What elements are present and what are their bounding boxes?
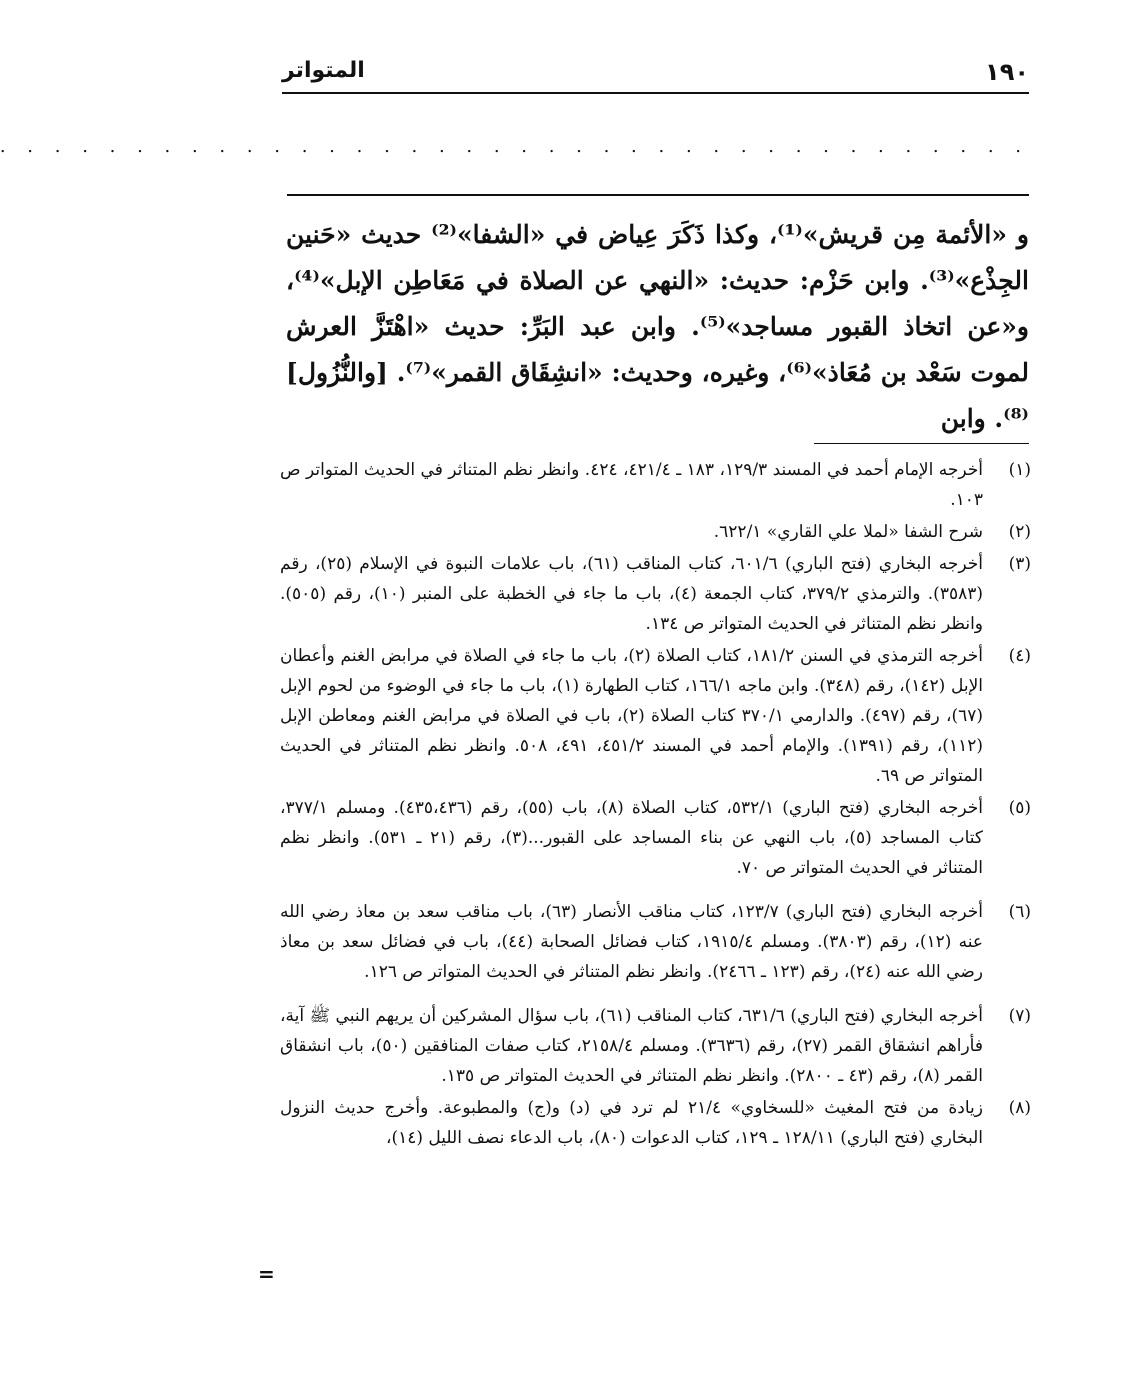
main-text [286,212,1029,442]
footnote-number: (٤) [1008,646,1031,666]
footnote-number: (٨) [1008,1098,1031,1118]
footnote [280,1001,1031,1091]
footnote [280,897,1031,987]
footnote-number: (٥) [1008,798,1031,818]
footnote-text: زيادة من فتح المغيث «للسخاوي» ٢١/٤ لم ترد في (د) و(ج) والمطبوعة. وأخرج حديث النزول البخاري (فتح الباري) ١٢٨/١١ ـ ١٢٩، كتاب الدعوات (٨٠)، باب الدعاء نصف الليل (١٤)، [280,1098,983,1148]
continuation-mark: = [258,1262,275,1286]
footnote-number: (٦) [1008,902,1031,922]
running-title: المتواتر [282,58,365,83]
footnote [280,1093,1031,1153]
footnote-number: (٢) [1008,522,1031,542]
footnote-text: أخرجه البخاري (فتح الباري) ٦٣١/٦، كتاب المناقب (٦١)، باب سؤال المشركين أن يريهم النبي ﷺ آية، فأراهم انشقاق القمر (٢٧)، رقم (٣٦٣٦). ومسلم ٢١٥٨/٤، كتاب صفات المنافقين (٥٠)، باب انشقاق القمر (٨)، رقم (٤٣ ـ ٢٨٠٠). وانظر نظم المتناثر في الحديث المتواتر ص ١٣٥. [280,1006,983,1086]
header-rule [282,92,1029,94]
page-header [282,58,1029,88]
page-number: ١٩٠ [985,58,1029,86]
main-paragraph: و «الأئمة مِن قريش»⁽¹⁾، وكذا ذَكَرَ عِياض في «الشفا»⁽²⁾ حديث «حَنين الجِذْع»⁽³⁾. وابن حَزْم: حديث: «النهي عن الصلاة في مَعَاطِن الإبل»⁽⁴⁾، و«عن اتخاذ القبور مساجد»⁽⁵⁾. وابن عبد البَرِّ: حديث «اهْتَزَّ العرش لموت سَعْد بن مُعَاذ»⁽⁶⁾، وغيره، وحديث: «انشِقَاق القمر»⁽⁷⁾. [والنُّزُول]⁽⁸⁾. وابن [286,220,1029,433]
footnote-rule [814,443,1029,444]
footnote-text: أخرجه البخاري (فتح الباري) ١٢٣/٧، كتاب مناقب الأنصار (٦٣)، باب مناقب سعد بن معاذ رضي الله عنه (١٢)، رقم (٣٨٠٣). ومسلم ١٩١٥/٤، كتاب فضائل الصحابة (٤٤)، باب في فضائل سعد بن معاذ رضي الله عنه (٢٤)، رقم (١٢٣ ـ ٢٤٦٦). وانظر نظم المتناثر في الحديث المتواتر ص ١٢٦. [280,902,983,982]
footnote-number: (٧) [1008,1006,1031,1026]
footnotes [280,455,1031,1155]
omission-dots: . . . . . . . . . . . . . . . . . . . . . . . . . . . . . . . . . . . . . . [0,136,1029,157]
footnote [280,517,1031,547]
section-rule [287,194,1029,196]
footnote-text: شرح الشفا «لملا علي القاري» ٦٢٢/١. [713,522,983,542]
footnote-text: أخرجه البخاري (فتح الباري) ٥٣٢/١، كتاب الصلاة (٨)، باب (٥٥)، رقم (٤٣٥،٤٣٦). ومسلم ٣٧٧/١، كتاب المساجد (٥)، باب النهي عن بناء المساجد على القبور...(٣)، رقم (٢١ ـ ٥٣١). وانظر نظم المتناثر في الحديث المتواتر ص ٧٠. [280,798,984,878]
footnote-number: (١) [1008,460,1031,480]
footnote [280,641,1031,791]
footnote [280,793,1031,883]
footnote-text: أخرجه البخاري (فتح الباري) ٦٠١/٦، كتاب المناقب (٦١)، باب علامات النبوة في الإسلام (٢٥)، رقم (٣٥٨٣). والترمذي ٣٧٩/٢، كتاب الجمعة (٤)، باب ما جاء في الخطبة على المنبر (١٠)، رقم (٥٠٥). وانظر نظم المتناثر في الحديث المتواتر ص ١٣٤. [280,554,983,634]
footnote-number: (٣) [1008,554,1031,574]
footnote [280,549,1031,639]
footnote-text: أخرجه الإمام أحمد في المسند ١٢٩/٣، ١٨٣ ـ ٤٢١/٤، ٤٢٤. وانظر نظم المتناثر في الحديث المتواتر ص ١٠٣. [280,460,984,510]
footnote [280,455,1031,515]
footnote-text: أخرجه الترمذي في السنن ١٨١/٢، كتاب الصلاة (٢)، باب ما جاء في الصلاة في مرابض الغنم وأعطان الإبل (١٤٢)، رقم (٣٤٨). وابن ماجه ١٦٦/١، كتاب الطهارة (١)، باب ما جاء في الوضوء من لحوم الإبل (٦٧)، رقم (٤٩٧). والدارمي ٣٧٠/١ كتاب الصلاة (٢)، باب في الصلاة في مرابض الغنم ومعاطن الإبل (١١٢)، رقم (١٣٩١). والإمام أحمد في المسند ٤٥١/٢، ٤٩١، ٥٠٨. وانظر نظم المتناثر في الحديث المتواتر ص ٦٩. [280,646,983,786]
